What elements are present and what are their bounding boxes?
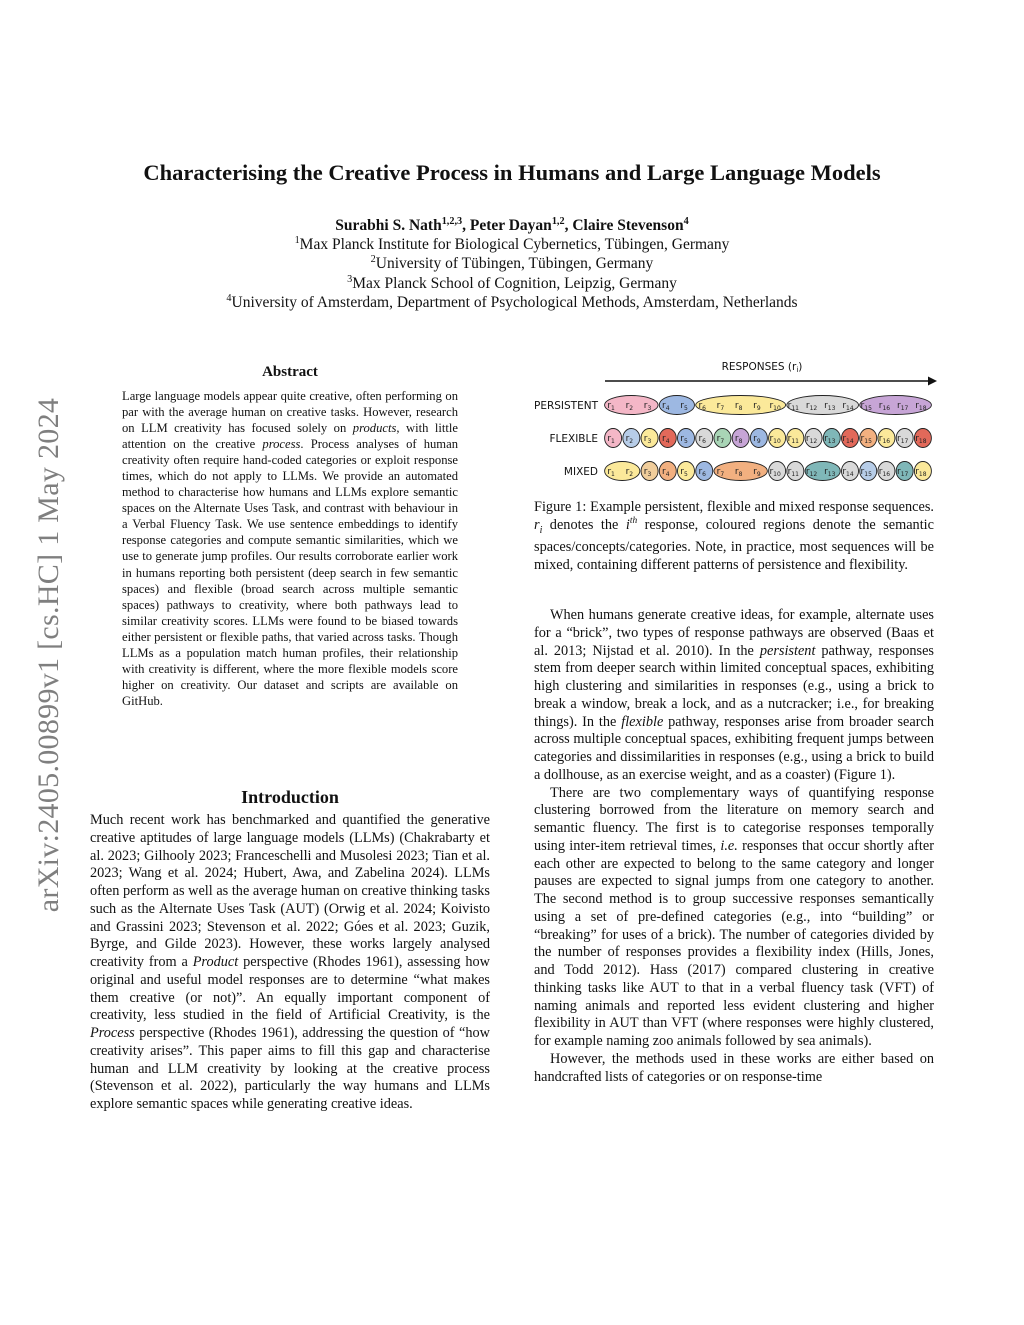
- author-3: , Claire Stevenson: [564, 217, 684, 234]
- body-emphasis: persistent: [759, 642, 816, 659]
- response-label: $r_{11}$: [787, 467, 800, 478]
- response-label: $r_6$: [698, 434, 706, 445]
- caption-math-sup: th: [629, 515, 638, 526]
- response-label: $r_{17}$: [896, 434, 909, 445]
- row-label-mixed: MIXED: [563, 466, 598, 478]
- response-label: $r_2$: [625, 401, 634, 412]
- response-label: $r_{14}$: [842, 467, 854, 478]
- abstract-text-part: . Process analyses of human creativity often require hand-coded categories or exploit response times, which do not apply to LLMs. We provide an automated method to characterise how humans and LLMs explore semantic spaces on the Alternate Uses Task, and contrast with behaviour in a Verbal Fluency Task. We use sentence embeddings to identify response categories and compute semantic similarities, which we use to generate jump profiles. Our results corroborate earlier work in humans reporting both persistent (deep search in few semantic spaces) and flexible (broad search across multiple semantic spaces) pathways to creativity, where both pathways lead to similar creativity scores. LLMs were found to be biased towards either persistent or flexible paths, that varied across tasks. Though LLMs as a population match human profiles, their relationship with creativity is different, where the more flexible models score higher on creativity. Our dataset and scripts are available on GitHub.: [122, 437, 458, 708]
- response-label: $r_{18}$: [915, 434, 927, 445]
- paragraph-pathways: [534, 607, 934, 785]
- author-1-affil: 1,2,3: [441, 215, 463, 227]
- response-label: $r_1$: [607, 467, 615, 478]
- response-label: $r_3$: [643, 467, 652, 478]
- body-text-part: When humans generate creative ideas, for example, alternate uses for a “brick”, two types of response pathways are observed (Baas et al. 2013; Nijstad et al. 2010). In the: [534, 607, 934, 659]
- author-3-affil: 4: [683, 215, 689, 227]
- response-label: $r_6$: [698, 401, 706, 412]
- paragraph-clustering: [534, 785, 934, 1051]
- response-label: $r_5$: [680, 467, 688, 478]
- caption-math-i: i: [625, 516, 630, 533]
- response-label: $r_2$: [625, 434, 634, 445]
- response-label: $r_{17}$: [896, 401, 909, 412]
- response-label: $r_{16}$: [878, 434, 891, 445]
- introduction-text: [90, 812, 490, 1114]
- response-label: $r_{13}$: [824, 434, 836, 445]
- response-label: $r_9$: [753, 467, 761, 478]
- response-label: $r_5$: [680, 401, 688, 412]
- abstract-emphasis: process: [262, 437, 301, 452]
- body-emphasis: flexible: [621, 713, 664, 730]
- abstract-heading: Abstract: [262, 364, 318, 380]
- affiliation-3-number: 3: [347, 273, 353, 285]
- body-text-part: There are two complementary ways of quantifying response clustering borrowed from the literature on memory search and semantic fluency. The first is to categorise responses temporally using inter-item retrieval times,: [534, 784, 934, 854]
- row-label-persistent: PERSISTENT: [533, 400, 598, 412]
- affiliation-2-number: 2: [370, 254, 376, 266]
- affiliation-1: [0, 235, 1024, 254]
- author-2-affil: 1,2: [551, 215, 565, 227]
- axis-label: RESPONSES (ri): [721, 361, 803, 374]
- response-label: $r_{15}$: [860, 401, 872, 412]
- caption-math-sub: i: [539, 524, 543, 536]
- intro-emphasis: Process: [90, 1025, 135, 1041]
- affiliation-4-text: University of Amsterdam, Department of Psychological Methods, Amsterdam, Netherlands: [231, 293, 798, 311]
- response-label: $r_3$: [643, 401, 652, 412]
- response-label: $r_{12}$: [805, 401, 818, 412]
- body-text-part: responses that occur shortly after each other are expected to belong to the same category and longer pauses are expected to signal jumps from one category to another. The second method is to group successive responses semantically using a set of pre-defined categories (e.g., into “building” or “breaking” for uses of a brick). The number of categories divided by the number of responses provides a flexibility index (Hills, Jones, and Todd 2012). Hass (2017) compared clustering in creative thinking tasks like AUT to that in a verbal fluency task (VFT) of naming animals and reported less evident clustering and higher flexibility in AUT than VFT (where responses were highly clustered, for example naming zoo animals followed by sea animals).: [534, 837, 934, 1049]
- author-list: [0, 216, 1024, 235]
- response-label: $r_{10}$: [769, 467, 781, 478]
- abstract-text-part: , with little attention on the creative: [122, 421, 459, 452]
- response-label: $r_5$: [680, 434, 688, 445]
- caption-math-r: r: [534, 516, 540, 533]
- author-block: [0, 216, 1024, 312]
- body-emphasis: i.e.: [720, 837, 738, 854]
- affiliation-1-text: Max Planck Institute for Biological Cybernetics, Tübingen, Germany: [299, 236, 730, 254]
- response-label: $r_3$: [643, 434, 652, 445]
- intro-text-part: Much recent work has benchmarked and quantified the generative creative aptitudes of large language models (LLMs) (Chakrabarty et al. 2023; Gilhooly 2023; Franceschelli and Musolesi 2023; Tian et al. 2023; Wang et al. 2024; Hubert, Awa, and Zabelina 2024). LLMs often perform as well as the average human on creative thinking tasks such as the Alternate Uses Task (AUT) (Orwig et al. 2024; Koivisto and Grassini 2023; Stevenson et al. 2022; Góes et al. 2023; Guzik, Byrge, and Gilde 2023). However, these works largely analysed creativity from a: [90, 812, 490, 970]
- response-label: $r_8$: [734, 467, 743, 478]
- row-label-flexible: FLEXIBLE: [549, 433, 598, 445]
- response-label: $r_{17}$: [896, 467, 909, 478]
- abstract-text-part: Large language models appear quite creative, often performing on par with the average human on creative tasks. However, research on LLM creativity has focused solely on: [122, 389, 458, 436]
- caption-text-part: denotes the: [542, 516, 626, 533]
- response-label: $r_4$: [662, 401, 670, 412]
- response-label: $r_7$: [716, 401, 725, 412]
- caption-text-part: response, coloured regions denote the semantic spaces/concepts/categories. Note, in practice, most sequences will be mixed, containing different patterns of persistence and flexibility.: [534, 516, 934, 574]
- author-2: , Peter Dayan: [462, 217, 552, 234]
- response-label: $r_{11}$: [787, 401, 800, 412]
- response-label: $r_{11}$: [787, 434, 800, 445]
- affiliation-3: [0, 274, 1024, 293]
- response-label: $r_{13}$: [824, 467, 836, 478]
- response-label: $r_8$: [734, 401, 743, 412]
- body-text-part: However, the methods used in these works are either based on handcrafted lists of categories or on response-time: [534, 1050, 934, 1085]
- response-label: $r_{10}$: [769, 434, 781, 445]
- caption-text-part: Figure 1: Example persistent, flexible and mixed response sequences.: [534, 499, 934, 515]
- introduction-paragraph: [90, 812, 490, 1114]
- affiliation-3-text: Max Planck School of Cognition, Leipzig, Germany: [352, 274, 677, 292]
- response-label: $r_{10}$: [769, 401, 781, 412]
- affiliation-4-number: 4: [226, 292, 232, 304]
- introduction-heading: Introduction: [241, 787, 339, 807]
- body-text-part: pathway, responses arise from broader search across multiple conceptual spaces, exhibiting frequent jumps between categories and dissimilarities in responses (e.g., using a brick to build a dollhouse, as an exercise weight, and as a coaster) (Figure 1).: [534, 713, 935, 783]
- response-sequence-diagram: [530, 355, 940, 490]
- intro-emphasis: Product: [192, 954, 239, 970]
- author-1: Surabhi S. Nath: [335, 217, 442, 234]
- abstract-text: [122, 388, 458, 709]
- paper-title: Characterising the Creative Process in Humans and Large Language Models: [143, 160, 881, 185]
- response-label: $r_1$: [607, 434, 615, 445]
- figure-1-caption: [534, 499, 934, 575]
- response-label: $r_4$: [662, 467, 670, 478]
- response-label: $r_{15}$: [860, 434, 872, 445]
- affiliation-1-number: 1: [294, 235, 300, 247]
- arxiv-side-stamp: [27, 350, 71, 960]
- intro-text-part: perspective (Rhodes 1961), addressing the question of “how creativity arises”. This paper aims to fill this gap and characterise human and LLM creativity by looking at the creative process (Stevenson et al. 2022), particularly the way humans and LLMs explore semantic spaces while generating creative ideas.: [90, 1025, 490, 1112]
- response-label: $r_7$: [716, 434, 725, 445]
- response-label: $r_9$: [753, 434, 761, 445]
- caption-paragraph: [534, 499, 934, 575]
- response-label: $r_1$: [607, 401, 615, 412]
- figure-1: [530, 355, 940, 490]
- axis-arrow-head: [928, 377, 937, 386]
- response-label: $r_9$: [753, 401, 761, 412]
- response-label: $r_{16}$: [878, 401, 891, 412]
- response-label: $r_8$: [734, 434, 743, 445]
- response-label: $r_4$: [662, 434, 670, 445]
- response-label: $r_{18}$: [915, 467, 927, 478]
- response-label: $r_6$: [698, 467, 706, 478]
- right-column-text: [534, 607, 934, 1086]
- response-label: $r_7$: [716, 467, 725, 478]
- affiliation-2: [0, 254, 1024, 273]
- response-label: $r_{14}$: [842, 434, 854, 445]
- response-label: $r_2$: [625, 467, 634, 478]
- affiliation-2-text: University of Tübingen, Tübingen, Germany: [375, 255, 654, 273]
- response-label: $r_{14}$: [842, 401, 854, 412]
- paragraph-methods: [534, 1051, 934, 1087]
- body-text-part: pathway, responses stem from deeper search within limited conceptual spaces, exhibiting high clustering and similarities in responses (e.g., using a brick to break a window, break a lock, and as a nutcracker; i.e., for breaking things). In the: [534, 642, 934, 730]
- response-label: $r_{16}$: [878, 467, 891, 478]
- abstract-emphasis: products: [352, 421, 397, 436]
- figure-rows: [534, 396, 931, 481]
- response-label: $r_{18}$: [915, 401, 927, 412]
- response-label: $r_{13}$: [824, 401, 836, 412]
- response-label: $r_{15}$: [860, 467, 872, 478]
- intro-text-part: perspective (Rhodes 1961), assessing how original and useful model responses are to determine “what makes them creative (or not)”. An equally important component of creativity, less studied in the field of Artificial Creativity, is the: [90, 954, 491, 1024]
- affiliation-4: [0, 293, 1024, 312]
- arxiv-stamp-text: arXiv:2405.00899v1 [cs.HC] 1 May 2024: [32, 397, 65, 913]
- response-label: $r_{12}$: [805, 467, 818, 478]
- response-label: $r_{12}$: [805, 434, 818, 445]
